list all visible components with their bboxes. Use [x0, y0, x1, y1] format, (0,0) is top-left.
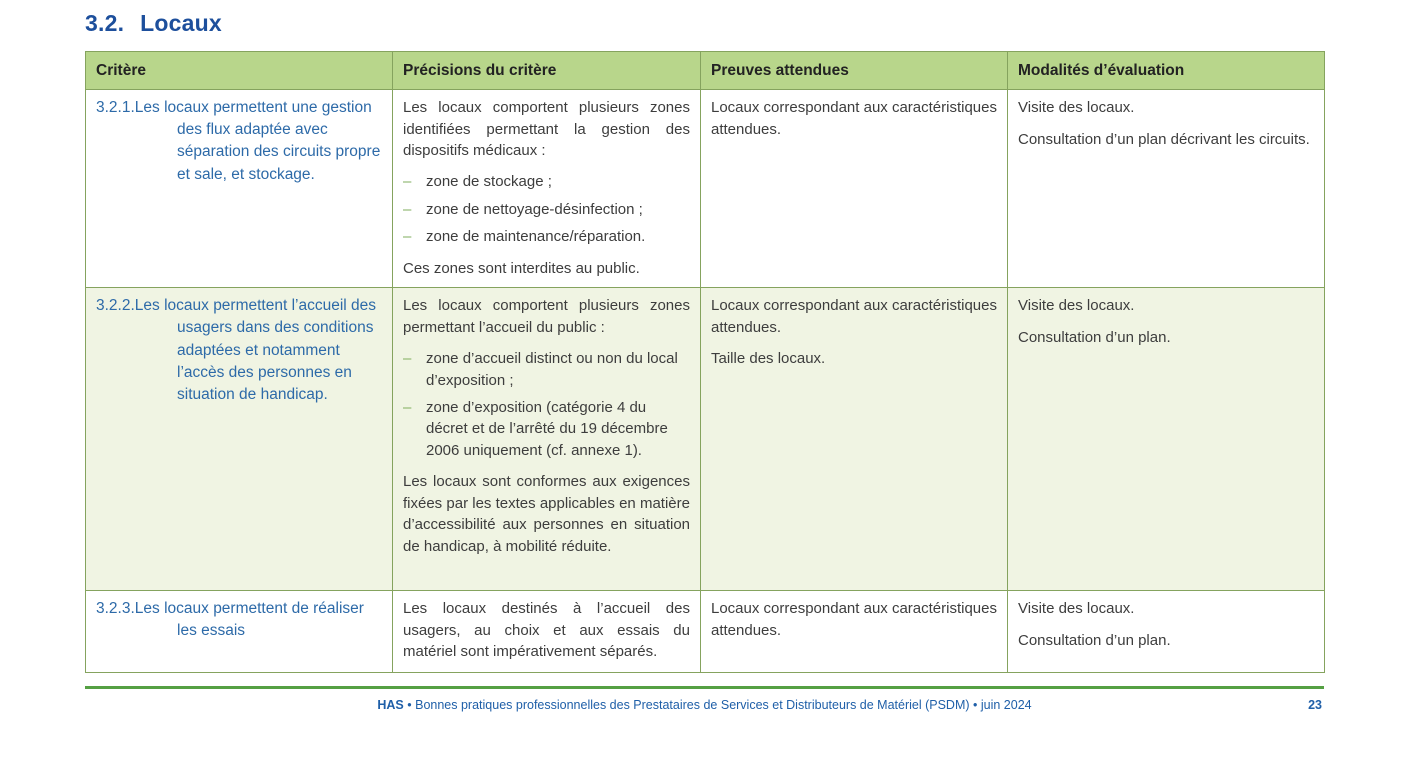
- modalite-text: Visite des locaux.: [1018, 99, 1135, 117]
- precisions-cell: [393, 591, 701, 673]
- preuve-text: Taille des locaux.: [711, 350, 826, 368]
- bullet-text: zone de nettoyage-désinfection ;: [426, 200, 643, 218]
- preuves-cell: [701, 90, 1008, 288]
- bullet-text: zone d’accueil distinct ou non du local d’exposition ;: [426, 350, 678, 389]
- precisions-outro: Ces zones sont interdites au public.: [403, 259, 640, 277]
- list-item: [403, 199, 690, 220]
- criterion-text: Les locaux permettent une gestion des flux adaptée avec séparation des circuits propre et sale, et stockage.: [134, 99, 381, 183]
- modalite-text: Visite des locaux.: [1018, 600, 1135, 618]
- table-row: [86, 288, 1325, 591]
- precisions-cell: [393, 90, 701, 288]
- precisions-bullet-list: [403, 348, 690, 461]
- criterion-cell: [86, 90, 393, 288]
- footer-text: • Bonnes pratiques professionnelles des Prestataires de Services et Distributeurs de Matériel (PSDM) • juin 2024: [407, 698, 1032, 712]
- precisions-cell: [393, 288, 701, 591]
- table-row: [86, 591, 1325, 673]
- header-modalites: Modalités d’évaluation: [1008, 52, 1325, 90]
- section-title-text: Locaux: [140, 10, 222, 36]
- footer-rule: [85, 686, 1324, 689]
- preuve-text: Locaux correspondant aux caractéristiques attendues.: [711, 99, 997, 138]
- precisions-bullet-list: [403, 171, 690, 247]
- list-item: [403, 397, 690, 461]
- criterion: [96, 97, 382, 186]
- header-precisions: Précisions du critère: [393, 52, 701, 90]
- dash-bullet-icon: –: [403, 228, 412, 246]
- dash-bullet-icon: –: [403, 173, 412, 191]
- section-number: 3.2.: [85, 10, 125, 36]
- header-critere: Critère: [86, 52, 393, 90]
- criteria-table: [85, 51, 1325, 673]
- criterion: [96, 295, 382, 406]
- header-preuves: Preuves attendues: [701, 52, 1008, 90]
- table-header-row: [86, 52, 1325, 90]
- dash-bullet-icon: –: [403, 200, 412, 218]
- modalite-text: Consultation d’un plan décrivant les circuits.: [1018, 130, 1310, 148]
- list-item: [403, 348, 690, 391]
- preuves-cell: [701, 288, 1008, 591]
- modalites-cell: [1008, 90, 1325, 288]
- criterion: [96, 598, 382, 642]
- modalite-text: Consultation d’un plan.: [1018, 328, 1171, 346]
- footer-brand: HAS: [377, 698, 404, 712]
- list-item: [403, 171, 690, 192]
- criterion-number: 3.2.2.: [96, 297, 135, 315]
- precisions-intro: Les locaux comportent plusieurs zones permettant l’accueil du public :: [403, 297, 690, 336]
- criterion-number: 3.2.1.: [96, 99, 135, 117]
- criterion-cell: [86, 288, 393, 591]
- table-row: [86, 90, 1325, 288]
- modalites-cell: [1008, 288, 1325, 591]
- page-footer: [85, 686, 1324, 712]
- modalite-text: Consultation d’un plan.: [1018, 631, 1171, 649]
- preuves-cell: [701, 591, 1008, 673]
- page-number: 23: [1308, 698, 1322, 712]
- criterion-cell: [86, 591, 393, 673]
- modalite-text: Visite des locaux.: [1018, 297, 1135, 315]
- bullet-text: zone de stockage ;: [426, 173, 552, 191]
- page-content: [85, 10, 1324, 673]
- bullet-text: zone de maintenance/réparation.: [426, 228, 646, 246]
- footer-caption: [85, 698, 1324, 712]
- section-title: [85, 10, 1324, 37]
- criterion-text: Les locaux permettent de réaliser les essais: [134, 600, 364, 640]
- criterion-text: Les locaux permettent l’accueil des usagers dans des conditions adaptées et notamment l’accès des personnes en situation de handicap.: [134, 297, 377, 403]
- modalites-cell: [1008, 591, 1325, 673]
- preuve-text: Locaux correspondant aux caractéristiques attendues.: [711, 297, 997, 336]
- precisions-intro: Les locaux destinés à l’accueil des usagers, au choix et aux essais du matériel sont impérativement séparés.: [403, 600, 690, 661]
- preuve-text: Locaux correspondant aux caractéristiques attendues.: [711, 600, 997, 639]
- precisions-intro: Les locaux comportent plusieurs zones identifiées permettant la gestion des dispositifs médicaux :: [403, 99, 690, 160]
- precisions-outro: Les locaux sont conformes aux exigences fixées par les textes applicables en matière d’accessibilité aux personnes en situation de handicap, à mobilité réduite.: [403, 473, 690, 555]
- bullet-text: zone d’exposition (catégorie 4 du décret et de l’arrêté du 19 décembre 2006 uniquement (cf. annexe 1).: [426, 398, 668, 459]
- criterion-number: 3.2.3.: [96, 600, 135, 618]
- dash-bullet-icon: –: [403, 398, 412, 416]
- dash-bullet-icon: –: [403, 350, 412, 368]
- list-item: [403, 226, 690, 247]
